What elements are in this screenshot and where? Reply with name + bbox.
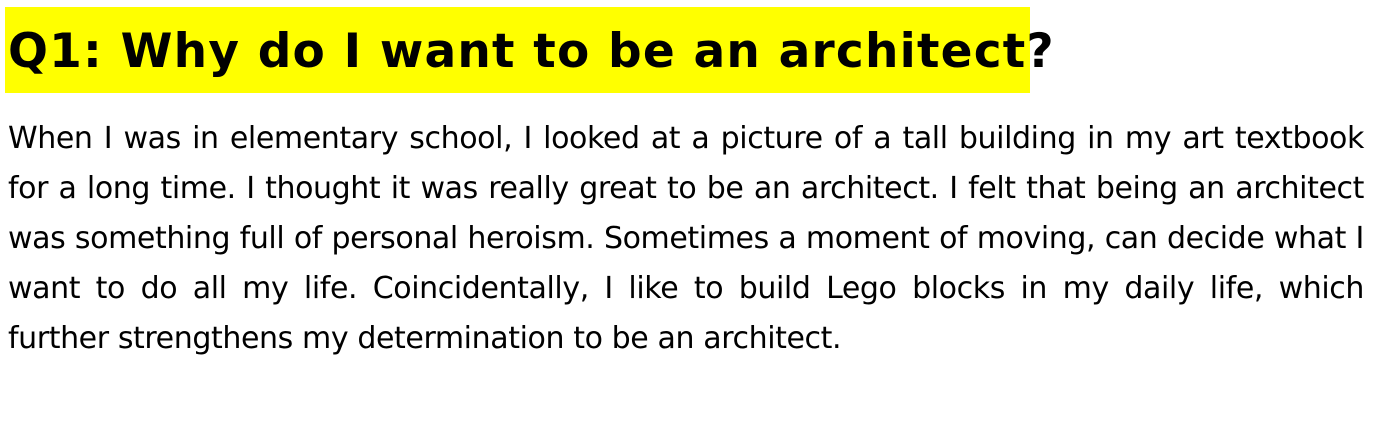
answer-paragraph: When I was in elementary school, I looked at a picture of a tall building in my art textbook for a long time. I thought it was really great to be an architect. I felt that being an architect was something full of personal heroism. Sometimes a moment of moving, can decide what I want to do all my life. Coincidentally, I like to build Lego blocks in my daily life, which further strengthens my determination to be an architect. bbox=[8, 121, 1364, 356]
question-heading: Q1: Why do I want to be an architect? bbox=[8, 24, 1055, 79]
